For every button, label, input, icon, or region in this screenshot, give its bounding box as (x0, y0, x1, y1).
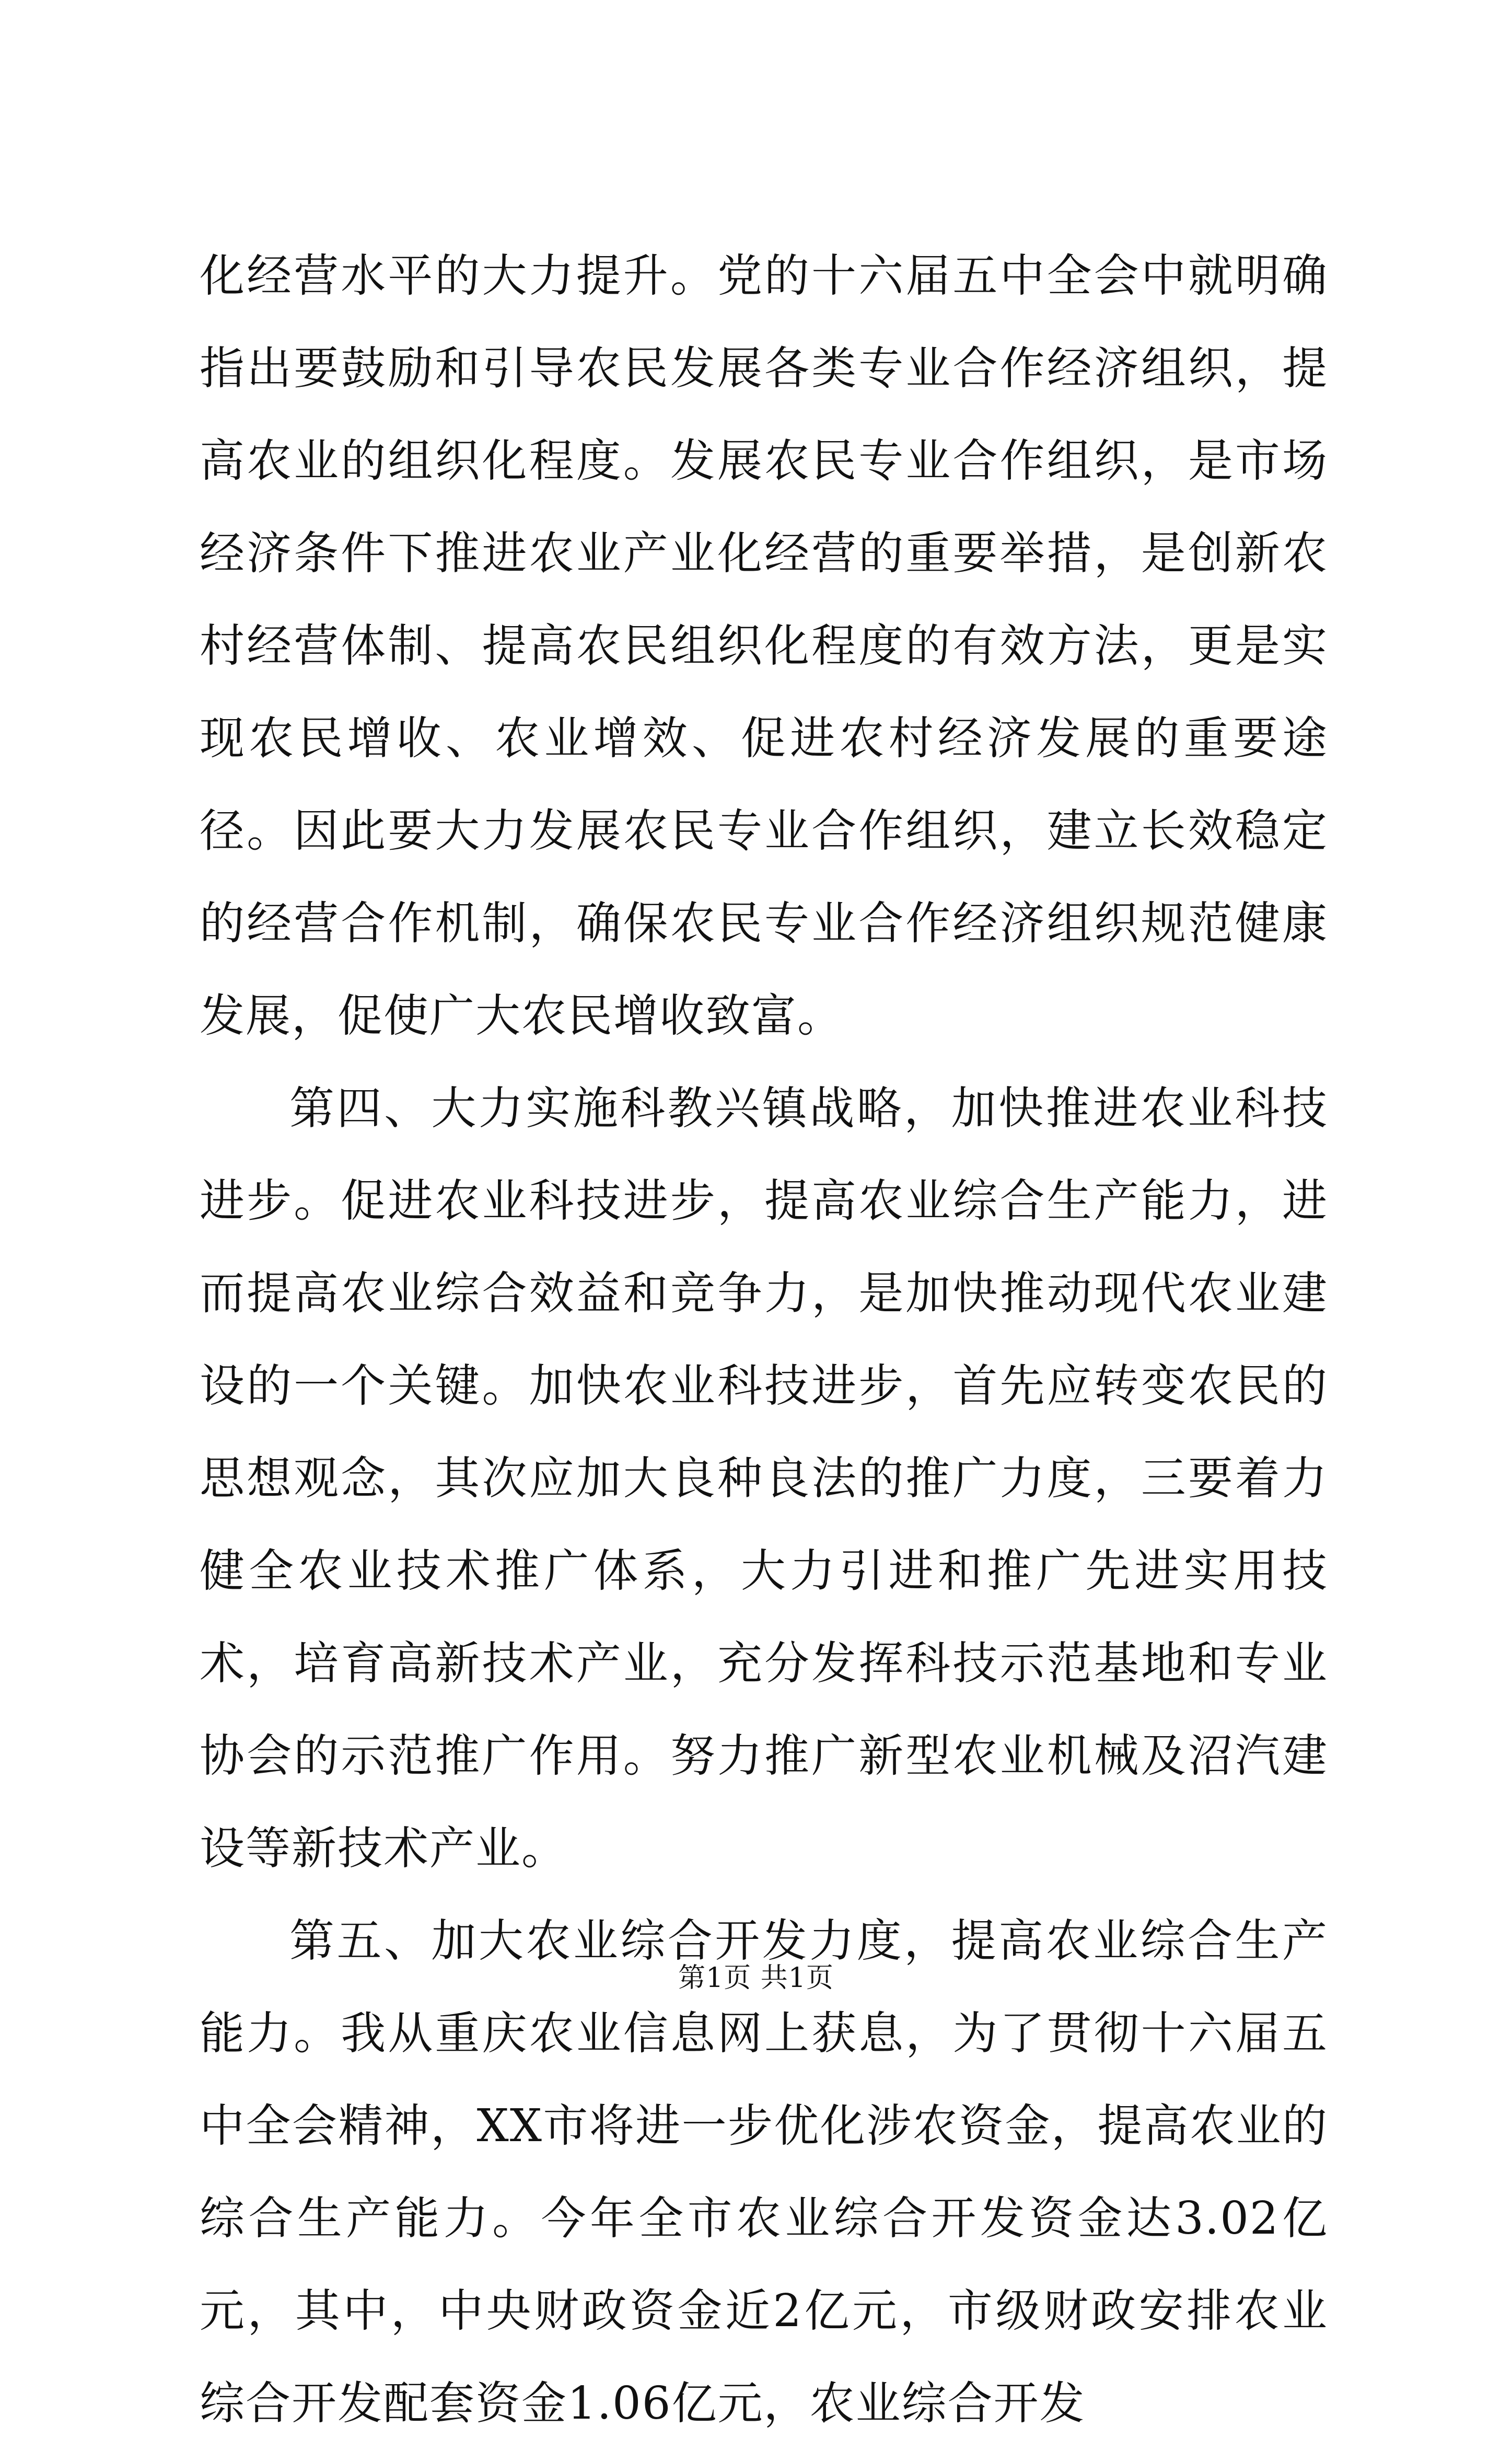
document-body (200, 230, 1328, 2450)
page-footer: 第1页 共1页 (678, 1962, 834, 1994)
paragraph-continuation: 化经营水平的大力提升。党的十六届五中全会中就明确指出要鼓励和引导农民发展各类专业合作经济组织，提高农业的组织化程度。发展农民专业合作组织，是市场经济条件下推进农业产业化经营的重要举措，是创新农村经营体制、提高农民组织化程度的有效方法，更是实现农民增收、农业增效、促进农村经济发展的重要途径。因此要大力发展农民专业合作组织，建立长效稳定的经营合作机制，确保农民专业合作经济组织规范健康发展，促使广大农民增收致富。 (200, 250, 1328, 1042)
paragraph-point-four: 第四、大力实施科教兴镇战略，加快推进农业科技进步。促进农业科技进步，提高农业综合生产能力，进而提高农业综合效益和竞争力，是加快推动现代农业建设的一个关键。加快农业科技进步，首先应转变农民的思想观念，其次应加大良种良法的推广力度，三要着力健全农业技术推广体系，大力引进和推广先进实用技术，培育高新技术产业，充分发挥科技示范基地和专业协会的示范推广作用。努力推广新型农业机械及沼汽建设等新技术产业。 (200, 1082, 1328, 1875)
paragraph-point-five: 第五、加大农业综合开发力度，提高农业综合生产能力。我从重庆农业信息网上获息，为了贯彻十六届五中全会精神，XX市将进一步优化涉农资金，提高农业的综合生产能力。今年全市农业综合开发资金达3.02亿元，其中，中央财政资金近2亿元，市级财政安排农业综合开发配套资金1.06亿元，农业综合开发 (200, 1915, 1328, 2430)
